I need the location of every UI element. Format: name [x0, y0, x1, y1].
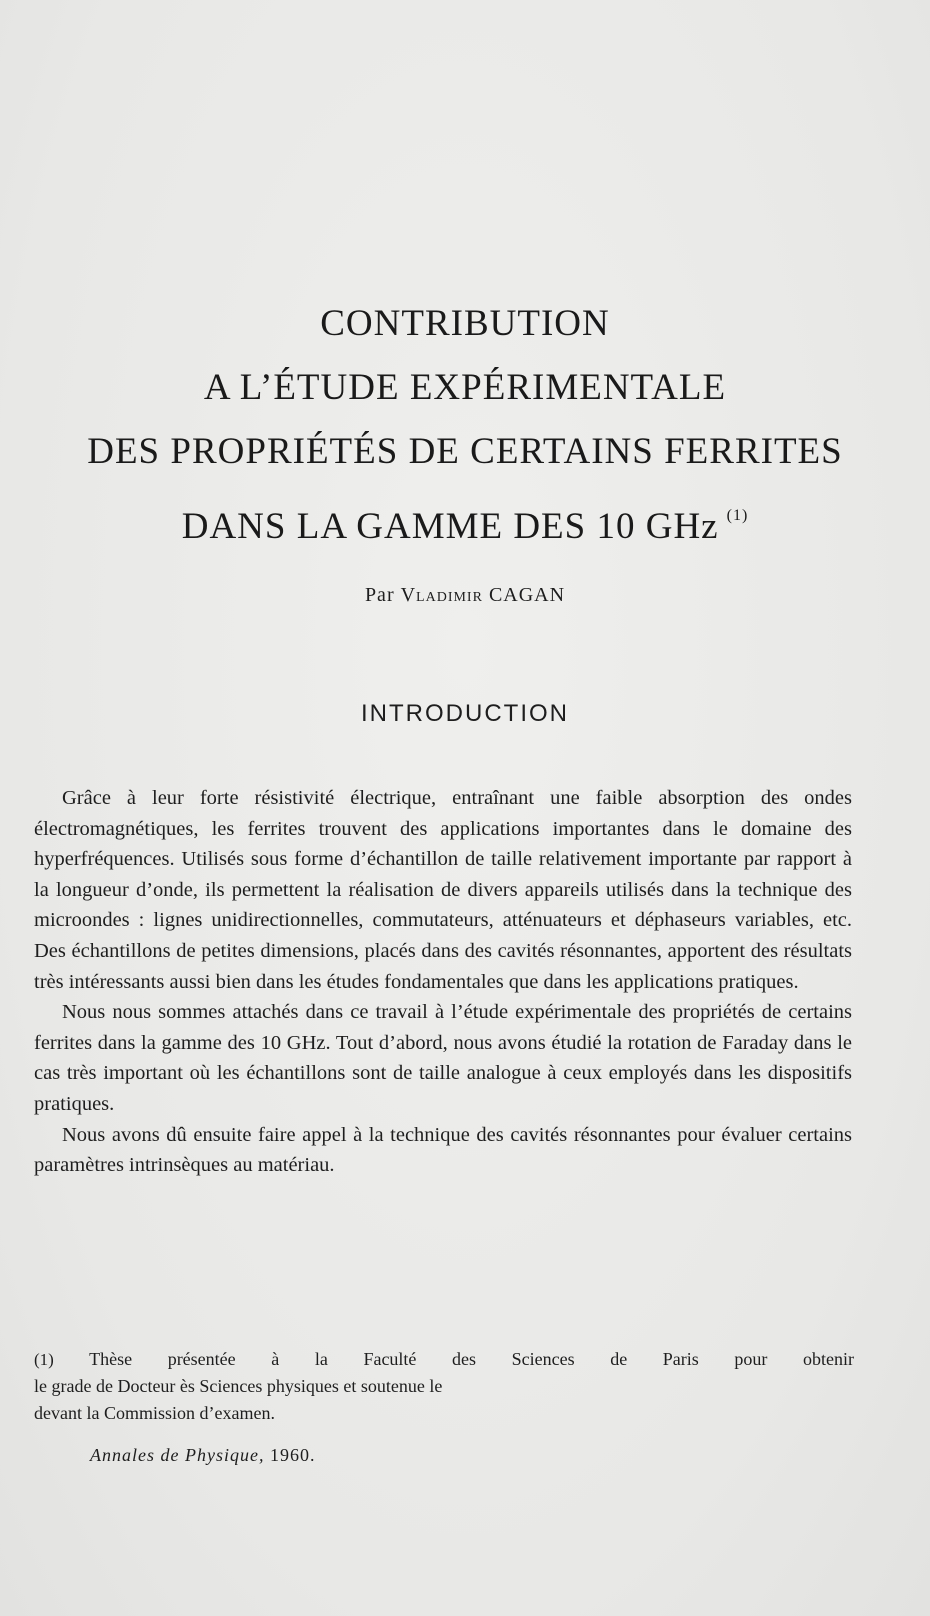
author-last-name: CAGAN — [488, 584, 566, 606]
title-line-4-wrapper — [0, 484, 930, 559]
section-heading: INTRODUCTION — [361, 700, 569, 727]
journal-name: Annales de Physique, — [90, 1445, 265, 1465]
paragraph-3: Nous avons dû ensuite faire appel à la technique des cavités résonnantes pour évaluer certains paramètres intrinsèques au matériau. — [34, 1123, 852, 1177]
paragraph-2: Nous nous sommes attachés dans ce travail à l’étude expérimentale des propriétés de certains ferrites dans la gamme des 10 GHz. Tout d’abord, nous avons étudié la rotation de Faraday dans le cas très important où les échantillons sont de taille analogue à ceux employés dans les dispositifs pratiques. — [34, 1001, 852, 1115]
footnote-line-1: Thèse présentée à la Faculté des Sciences de Paris pour obtenir — [89, 1349, 854, 1369]
author-byline — [0, 584, 930, 607]
title-line-2: A L’ÉTUDE EXPÉRIMENTALE — [203, 367, 727, 408]
journal-year: 1960. — [269, 1445, 316, 1465]
footnote-line-2: le grade de Docteur ès Sciences physiques et soutenue le — [34, 1376, 443, 1396]
footnote-line-3: devant la Commission d’examen. — [34, 1403, 275, 1423]
title-line-3: DES PROPRIÉTÉS DE CERTAINS FERRITES — [87, 431, 843, 472]
title-line-4: DANS LA GAMME DES 10 GHz — [181, 506, 719, 547]
footnote-line-1-wrapper — [34, 1346, 854, 1373]
author-prefix: Par — [364, 584, 395, 606]
title-footnote-marker: (1) — [726, 507, 749, 524]
paragraph-1: Grâce à leur forte résistivité électrique, entraînant une faible absorption des ondes électromagnétiques, les ferrites trouvent des applications importantes dans le domaine des hyperfréquences. Utilisés sous forme d’échantillon de taille relativement importante par rapport à la longueur d’onde, ils permettent la réalisation de divers appareils utilisés dans la technique des microondes : lignes unidirectionnelles, commutateurs, atténuateurs et déphaseurs variables, etc. Des échantillons de petites dimensions, placés dans des cavités résonnantes, apportent des résultats très intéressants aussi bien dans les études fondamentales que dans les applications pratiques. — [34, 787, 852, 993]
footnote-marker: (1) — [34, 1350, 54, 1369]
footnote — [34, 1346, 854, 1427]
paper-title — [0, 292, 930, 559]
journal-citation — [90, 1445, 315, 1466]
author-first-name: Vladimir — [400, 584, 483, 606]
body-text — [34, 783, 852, 1181]
title-line-1: CONTRIBUTION — [320, 303, 610, 344]
